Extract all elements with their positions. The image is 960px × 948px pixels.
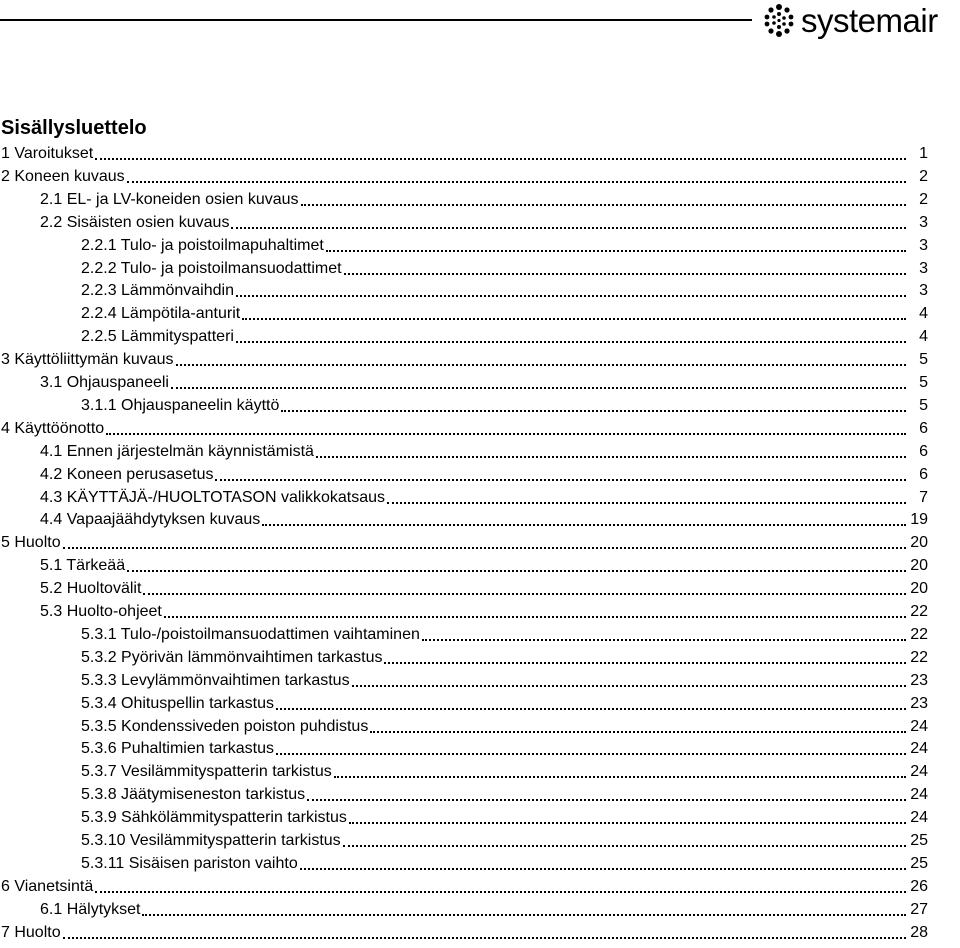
toc-entry[interactable] — [40, 576, 928, 598]
toc-entry[interactable] — [81, 278, 928, 300]
toc-entry[interactable] — [81, 233, 928, 255]
toc-entry[interactable] — [1, 530, 928, 552]
toc-entry-title: 1 Varoitukset — [1, 145, 94, 162]
toc-leader-dots — [171, 386, 906, 389]
toc-entry[interactable] — [81, 851, 928, 873]
toc-entry-title: 2.2.5 Lämmityspatteri — [81, 328, 234, 345]
toc-entry[interactable] — [40, 553, 928, 575]
toc-entry-page: 24 — [910, 718, 928, 735]
toc-entry[interactable] — [1, 164, 928, 186]
toc-entry-page: 26 — [910, 878, 928, 895]
toc-entry[interactable] — [1, 416, 928, 438]
toc-entry-page: 5 — [919, 351, 928, 368]
toc-entry[interactable] — [40, 485, 928, 507]
toc-entry[interactable] — [81, 782, 928, 804]
toc-leader-dots — [127, 180, 906, 183]
toc-leader-dots — [231, 226, 906, 229]
toc-entry-title: 5 Huolto — [1, 534, 61, 551]
toc-entry[interactable] — [81, 736, 928, 758]
toc-entry[interactable] — [81, 691, 928, 713]
toc-entry-page: 23 — [910, 672, 928, 689]
toc-leader-dots — [370, 730, 906, 733]
toc-entry-page: 3 — [919, 237, 928, 254]
toc-entry[interactable] — [81, 805, 928, 827]
toc-leader-dots — [276, 752, 906, 755]
toc-leader-dots — [343, 844, 906, 847]
toc-leader-dots — [326, 249, 906, 252]
toc-entry-title: 5.1 Tärkeää — [40, 557, 126, 574]
toc-entry[interactable] — [1, 141, 928, 163]
toc-leader-dots — [63, 936, 906, 939]
toc-leader-dots — [387, 501, 906, 504]
toc-entry-page: 22 — [910, 649, 928, 666]
toc-entry-page: 22 — [910, 603, 928, 620]
toc-leader-dots — [422, 638, 906, 641]
toc-leader-dots — [344, 272, 906, 275]
toc-entry-page: 6 — [919, 443, 928, 460]
toc-entry-title: 6 Vianetsintä — [1, 878, 94, 895]
toc-entry-title: 4.4 Vapaajäähdytyksen kuvaus — [40, 511, 261, 528]
toc-leader-dots — [307, 798, 906, 801]
toc-entry-title: 5.3.9 Sähkölämmityspatterin tarkistus — [81, 809, 347, 826]
toc-entry-page: 24 — [910, 763, 928, 780]
toc-entry-title: 2.1 EL- ja LV-koneiden osien kuvaus — [40, 191, 299, 208]
toc-entry-title: 2.2.3 Lämmönvaihdin — [81, 282, 234, 299]
toc-entry-page: 6 — [919, 466, 928, 483]
toc-leader-dots — [106, 432, 906, 435]
toc-leader-dots — [236, 294, 906, 297]
page-title: Sisällysluettelo — [1, 117, 147, 139]
toc-entry-page: 5 — [919, 397, 928, 414]
toc-entry-page: 2 — [919, 191, 928, 208]
toc-entry[interactable] — [40, 462, 928, 484]
toc-leader-dots — [142, 913, 906, 916]
toc-entry-page: 20 — [910, 580, 928, 597]
toc-entry-title: 2.2.4 Lämpötila-anturit — [81, 305, 241, 322]
toc-entry[interactable] — [40, 897, 928, 919]
toc-leader-dots — [95, 157, 906, 160]
toc-entry[interactable] — [81, 256, 928, 278]
toc-leader-dots — [281, 409, 906, 412]
toc-leader-dots — [300, 867, 906, 870]
toc-entry[interactable] — [81, 714, 928, 736]
systemair-logo — [760, 0, 960, 40]
toc-entry[interactable] — [81, 393, 928, 415]
toc-entry[interactable] — [81, 668, 928, 690]
toc-entry-title: 5.3.11 Sisäisen pariston vaihto — [81, 855, 298, 872]
toc-entry[interactable] — [40, 599, 928, 621]
toc-entry-page: 24 — [910, 740, 928, 757]
toc-leader-dots — [215, 478, 906, 481]
toc-leader-dots — [352, 684, 906, 687]
toc-entry-title: 5.3.4 Ohituspellin tarkastus — [81, 695, 274, 712]
toc-entry-title: 4.3 KÄYTTÄJÄ-/HUOLTOTASON valikkokatsaus — [40, 489, 385, 506]
toc-entry-title: 2.2.2 Tulo- ja poistoilmansuodattimet — [81, 260, 342, 277]
toc-entry[interactable] — [81, 759, 928, 781]
toc-entry[interactable] — [81, 324, 928, 346]
toc-entry-title: 3 Käyttöliittymän kuvaus — [1, 351, 174, 368]
toc-leader-dots — [349, 821, 906, 824]
toc-entry[interactable] — [1, 347, 928, 369]
toc-leader-dots — [176, 363, 906, 366]
toc-leader-dots — [236, 340, 906, 343]
toc-entry-title: 5.3.2 Pyörivän lämmönvaihtimen tarkastus — [81, 649, 383, 666]
toc-entry-page: 24 — [910, 809, 928, 826]
toc-leader-dots — [63, 546, 906, 549]
toc-leader-dots — [301, 203, 906, 206]
toc-entry-title: 2.2.1 Tulo- ja poistoilmapuhaltimet — [81, 237, 324, 254]
toc-leader-dots — [242, 317, 906, 320]
toc-entry[interactable] — [1, 920, 928, 942]
toc-entry-title: 5.3.8 Jäätymiseneston tarkistus — [81, 786, 306, 803]
toc-entry-page: 3 — [919, 260, 928, 277]
toc-entry-title: 4 Käyttöönotto — [1, 420, 105, 437]
toc-entry-page: 22 — [910, 626, 928, 643]
toc-entry-title: 5.3.10 Vesilämmityspatterin tarkistus — [81, 832, 341, 849]
toc-entry-title: 5.3.1 Tulo-/poistoilmansuodattimen vaihtaminen — [81, 626, 420, 643]
toc-entry-page: 3 — [919, 282, 928, 299]
toc-entry-title: 4.1 Ennen järjestelmän käynnistämistä — [40, 443, 314, 460]
header-rule — [0, 19, 752, 21]
toc-leader-dots — [164, 615, 906, 618]
toc-entry-title: 7 Huolto — [1, 924, 61, 941]
toc-entry-page: 20 — [910, 557, 928, 574]
toc-entry[interactable] — [81, 828, 928, 850]
toc-entry[interactable] — [40, 210, 928, 232]
toc-leader-dots — [384, 661, 906, 664]
toc-entry[interactable] — [40, 507, 928, 529]
toc-entry-page: 5 — [919, 374, 928, 391]
toc-entry-title: 5.2 Huoltovälit — [40, 580, 142, 597]
toc-entry-page: 24 — [910, 786, 928, 803]
toc-entry[interactable] — [40, 370, 928, 392]
toc-leader-dots — [316, 455, 906, 458]
toc-entry-page: 25 — [910, 855, 928, 872]
toc-entry-title: 3.1 Ohjauspaneeli — [40, 374, 169, 391]
toc-entry-page: 23 — [910, 695, 928, 712]
toc-entry-page: 4 — [919, 328, 928, 345]
toc-entry-page: 28 — [910, 924, 928, 941]
toc-entry-title: 4.2 Koneen perusasetus — [40, 466, 214, 483]
toc-entry-page: 25 — [910, 832, 928, 849]
toc-entry-page: 20 — [910, 534, 928, 551]
toc-leader-dots — [95, 890, 906, 893]
toc-entry-title: 5.3.3 Levylämmönvaihtimen tarkastus — [81, 672, 350, 689]
toc-entry-title: 5.3 Huolto-ohjeet — [40, 603, 162, 620]
toc-entry[interactable] — [81, 622, 928, 644]
toc-entry-title: 5.3.5 Kondenssiveden poiston puhdistus — [81, 718, 369, 735]
toc-entry-title: 5.3.6 Puhaltimien tarkastus — [81, 740, 274, 757]
toc-entry-page: 4 — [919, 305, 928, 322]
systemair-logo-icon — [760, 1, 798, 39]
toc-entry[interactable] — [81, 301, 928, 323]
toc-entry-page: 19 — [910, 511, 928, 528]
toc-entry-title: 2.2 Sisäisten osien kuvaus — [40, 214, 230, 231]
toc-leader-dots — [127, 569, 906, 572]
toc-entry-page: 6 — [919, 420, 928, 437]
toc-leader-dots — [262, 523, 906, 526]
brand-name: systemair — [801, 1, 938, 39]
toc-leader-dots — [334, 775, 906, 778]
toc-entry[interactable] — [1, 874, 928, 896]
toc-entry-page: 7 — [919, 489, 928, 506]
toc-entry-page: 3 — [919, 214, 928, 231]
toc-leader-dots — [143, 592, 906, 595]
toc-entry-title: 6.1 Hälytykset — [40, 901, 141, 918]
toc-leader-dots — [276, 707, 906, 710]
toc-entry-title: 5.3.7 Vesilämmityspatterin tarkistus — [81, 763, 332, 780]
toc-entry[interactable] — [81, 645, 928, 667]
toc-entry-page: 1 — [919, 145, 928, 162]
toc-entry[interactable] — [40, 439, 928, 461]
toc-entry-page: 27 — [910, 901, 928, 918]
toc-entry-page: 2 — [919, 168, 928, 185]
toc-entry-title: 2 Koneen kuvaus — [1, 168, 125, 185]
toc-entry[interactable] — [40, 187, 928, 209]
toc-entry-title: 3.1.1 Ohjauspaneelin käyttö — [81, 397, 280, 414]
